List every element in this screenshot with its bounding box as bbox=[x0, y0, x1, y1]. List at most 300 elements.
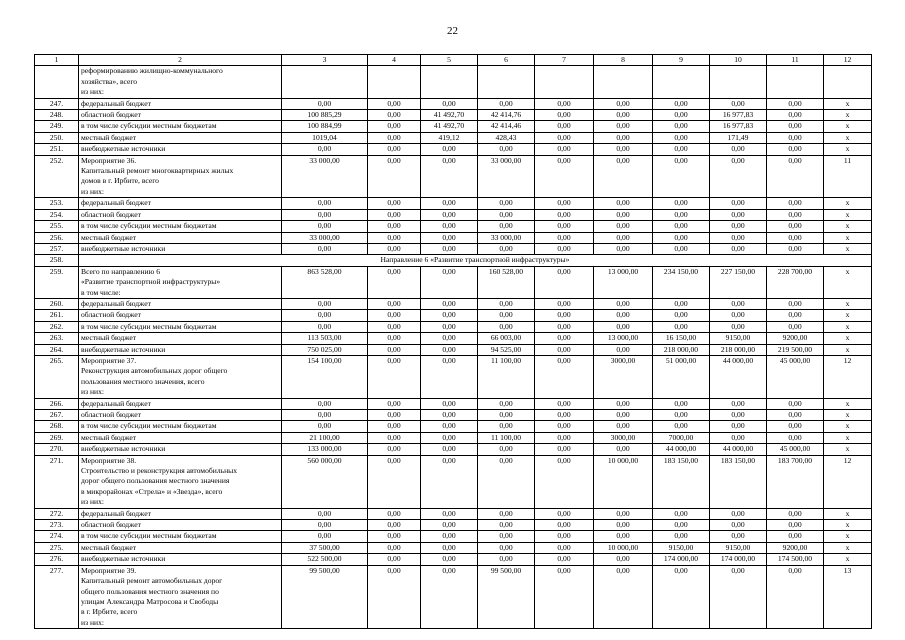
value-cell: 0,00 bbox=[421, 355, 478, 398]
value-cell: 0,00 bbox=[368, 432, 421, 443]
value-cell: 0,00 bbox=[368, 554, 421, 565]
value-cell: 0,00 bbox=[594, 243, 653, 254]
value-cell: 219 500,00 bbox=[767, 344, 824, 355]
value-cell: 0,00 bbox=[594, 565, 653, 628]
value-cell: 0,00 bbox=[594, 198, 653, 209]
row-name: областной бюджет bbox=[79, 110, 282, 121]
table-row bbox=[35, 554, 872, 565]
table-row bbox=[35, 432, 872, 443]
value-cell: 0,00 bbox=[282, 531, 368, 542]
value-cell: 174 500,00 bbox=[767, 554, 824, 565]
value-cell: x bbox=[824, 520, 872, 531]
value-cell: 0,00 bbox=[535, 144, 594, 155]
table-row bbox=[35, 321, 872, 332]
table-row bbox=[35, 421, 872, 432]
value-cell: x bbox=[824, 542, 872, 553]
value-cell: 0,00 bbox=[368, 455, 421, 508]
value-cell: 0,00 bbox=[368, 565, 421, 628]
row-name: местный бюджет bbox=[79, 432, 282, 443]
row-number: 264. bbox=[35, 344, 79, 355]
value-cell: 0,00 bbox=[421, 565, 478, 628]
value-cell: 0,00 bbox=[710, 421, 767, 432]
column-header: 7 bbox=[535, 55, 594, 66]
value-cell: 428,43 bbox=[478, 132, 535, 143]
value-cell: 0,00 bbox=[535, 298, 594, 309]
value-cell: 227 150,00 bbox=[710, 266, 767, 298]
value-cell: 0,00 bbox=[653, 310, 710, 321]
value-cell: 0,00 bbox=[368, 310, 421, 321]
value-cell: 0,00 bbox=[653, 421, 710, 432]
table-row bbox=[35, 542, 872, 553]
value-cell bbox=[478, 66, 535, 98]
value-cell: x bbox=[824, 144, 872, 155]
value-cell: 0,00 bbox=[478, 398, 535, 409]
value-cell: 0,00 bbox=[478, 209, 535, 220]
row-number: 274. bbox=[35, 531, 79, 542]
value-cell: 0,00 bbox=[368, 344, 421, 355]
value-cell: 133 000,00 bbox=[282, 444, 368, 455]
row-name: Мероприятие 39. Капитальный ремонт автомобильных дорог общего пользования местного значения по улицам Александра Матросова и Свободы в г. Ирбите, всего из них: bbox=[79, 565, 282, 628]
value-cell: 0,00 bbox=[767, 421, 824, 432]
value-cell: 0,00 bbox=[368, 542, 421, 553]
value-cell: 0,00 bbox=[767, 310, 824, 321]
value-cell: 16 977,83 bbox=[710, 110, 767, 121]
value-cell: 0,00 bbox=[368, 531, 421, 542]
value-cell: 0,00 bbox=[767, 410, 824, 421]
value-cell: 0,00 bbox=[535, 266, 594, 298]
row-name: федеральный бюджет bbox=[79, 298, 282, 309]
value-cell: 0,00 bbox=[421, 398, 478, 409]
value-cell: 0,00 bbox=[535, 344, 594, 355]
value-cell: 0,00 bbox=[478, 198, 535, 209]
value-cell: 0,00 bbox=[421, 209, 478, 220]
value-cell: 183 150,00 bbox=[710, 455, 767, 508]
table-row bbox=[35, 121, 872, 132]
value-cell: 0,00 bbox=[535, 421, 594, 432]
value-cell: 41 492,70 bbox=[421, 110, 478, 121]
value-cell: 45 000,00 bbox=[767, 444, 824, 455]
value-cell: 0,00 bbox=[535, 221, 594, 232]
value-cell: x bbox=[824, 110, 872, 121]
value-cell: 0,00 bbox=[421, 232, 478, 243]
value-cell: 12 bbox=[824, 355, 872, 398]
value-cell: 0,00 bbox=[710, 243, 767, 254]
value-cell: 0,00 bbox=[710, 98, 767, 109]
value-cell bbox=[368, 66, 421, 98]
table-row bbox=[35, 444, 872, 455]
value-cell: 0,00 bbox=[710, 209, 767, 220]
value-cell: x bbox=[824, 298, 872, 309]
value-cell: 100 885,29 bbox=[282, 110, 368, 121]
value-cell: 0,00 bbox=[653, 132, 710, 143]
value-cell: 750 025,00 bbox=[282, 344, 368, 355]
value-cell: 0,00 bbox=[653, 98, 710, 109]
row-name: местный бюджет bbox=[79, 132, 282, 143]
value-cell: 0,00 bbox=[594, 444, 653, 455]
value-cell bbox=[282, 66, 368, 98]
value-cell: 218 000,00 bbox=[710, 344, 767, 355]
value-cell: 0,00 bbox=[594, 209, 653, 220]
value-cell: 94 525,00 bbox=[478, 344, 535, 355]
value-cell: 0,00 bbox=[594, 110, 653, 121]
value-cell: x bbox=[824, 198, 872, 209]
row-number: 257. bbox=[35, 243, 79, 254]
row-number: 259. bbox=[35, 266, 79, 298]
value-cell: 183 150,00 bbox=[653, 455, 710, 508]
table-row bbox=[35, 410, 872, 421]
row-name: внебюджетные источники bbox=[79, 554, 282, 565]
value-cell: 9150,00 bbox=[653, 542, 710, 553]
value-cell: 0,00 bbox=[767, 243, 824, 254]
row-number: 270. bbox=[35, 444, 79, 455]
row-number: 251. bbox=[35, 144, 79, 155]
value-cell bbox=[594, 66, 653, 98]
value-cell: 0,00 bbox=[653, 144, 710, 155]
value-cell: 12 bbox=[824, 455, 872, 508]
value-cell: 0,00 bbox=[535, 98, 594, 109]
value-cell: 0,00 bbox=[710, 432, 767, 443]
table-row bbox=[35, 243, 872, 254]
row-number bbox=[35, 66, 79, 98]
value-cell: 0,00 bbox=[478, 221, 535, 232]
value-cell: 42 414,46 bbox=[478, 121, 535, 132]
value-cell: 0,00 bbox=[421, 410, 478, 421]
value-cell: 0,00 bbox=[535, 321, 594, 332]
row-number: 269. bbox=[35, 432, 79, 443]
value-cell: 0,00 bbox=[653, 398, 710, 409]
value-cell: 0,00 bbox=[478, 243, 535, 254]
row-number: 268. bbox=[35, 421, 79, 432]
column-header: 1 bbox=[35, 55, 79, 66]
value-cell: 0,00 bbox=[710, 565, 767, 628]
table-row bbox=[35, 508, 872, 519]
value-cell: 0,00 bbox=[767, 432, 824, 443]
value-cell: 9150,00 bbox=[710, 333, 767, 344]
value-cell bbox=[653, 66, 710, 98]
value-cell: 0,00 bbox=[710, 221, 767, 232]
value-cell: 0,00 bbox=[594, 144, 653, 155]
value-cell: 0,00 bbox=[282, 421, 368, 432]
value-cell: 0,00 bbox=[535, 209, 594, 220]
row-number: 275. bbox=[35, 542, 79, 553]
value-cell: 0,00 bbox=[653, 508, 710, 519]
budget-table bbox=[34, 54, 872, 629]
value-cell: 0,00 bbox=[594, 410, 653, 421]
column-header: 11 bbox=[767, 55, 824, 66]
row-name: внебюджетные источники bbox=[79, 243, 282, 254]
value-cell: x bbox=[824, 98, 872, 109]
table-row bbox=[35, 531, 872, 542]
value-cell: 0,00 bbox=[421, 333, 478, 344]
value-cell: 33 000,00 bbox=[282, 155, 368, 198]
value-cell: x bbox=[824, 221, 872, 232]
value-cell: 0,00 bbox=[653, 198, 710, 209]
value-cell: 0,00 bbox=[421, 144, 478, 155]
value-cell: 0,00 bbox=[478, 554, 535, 565]
value-cell: 183 700,00 bbox=[767, 455, 824, 508]
row-number: 271. bbox=[35, 455, 79, 508]
value-cell: 33 000,00 bbox=[478, 232, 535, 243]
value-cell: 0,00 bbox=[368, 410, 421, 421]
value-cell: 0,00 bbox=[653, 298, 710, 309]
value-cell: 0,00 bbox=[535, 198, 594, 209]
value-cell: 0,00 bbox=[710, 155, 767, 198]
value-cell: 11 100,00 bbox=[478, 432, 535, 443]
row-number: 266. bbox=[35, 398, 79, 409]
value-cell: 0,00 bbox=[653, 155, 710, 198]
value-cell: 41 492,70 bbox=[421, 121, 478, 132]
value-cell: 0,00 bbox=[535, 542, 594, 553]
row-number: 255. bbox=[35, 221, 79, 232]
table-row bbox=[35, 98, 872, 109]
value-cell: 0,00 bbox=[368, 121, 421, 132]
value-cell: 0,00 bbox=[653, 221, 710, 232]
section-heading: Направление 6 «Развитие транспортной инфраструктуры» bbox=[79, 255, 872, 266]
value-cell: 0,00 bbox=[368, 132, 421, 143]
value-cell: 0,00 bbox=[594, 98, 653, 109]
value-cell: 0,00 bbox=[594, 344, 653, 355]
row-name: в том числе субсидии местным бюджетам bbox=[79, 421, 282, 432]
value-cell bbox=[824, 66, 872, 98]
row-number: 262. bbox=[35, 321, 79, 332]
row-name: в том числе субсидии местным бюджетам bbox=[79, 121, 282, 132]
value-cell: 0,00 bbox=[767, 144, 824, 155]
value-cell: x bbox=[824, 444, 872, 455]
row-name: областной бюджет bbox=[79, 310, 282, 321]
value-cell: 33 000,00 bbox=[282, 232, 368, 243]
value-cell: 42 414,76 bbox=[478, 110, 535, 121]
value-cell: 0,00 bbox=[421, 421, 478, 432]
value-cell: 0,00 bbox=[478, 98, 535, 109]
value-cell: 0,00 bbox=[421, 554, 478, 565]
value-cell: 0,00 bbox=[767, 232, 824, 243]
value-cell: 0,00 bbox=[535, 455, 594, 508]
row-name: областной бюджет bbox=[79, 410, 282, 421]
row-number: 252. bbox=[35, 155, 79, 198]
value-cell: 0,00 bbox=[535, 243, 594, 254]
value-cell: 0,00 bbox=[594, 232, 653, 243]
column-header: 8 bbox=[594, 55, 653, 66]
value-cell: 0,00 bbox=[653, 531, 710, 542]
value-cell: 0,00 bbox=[767, 565, 824, 628]
value-cell: 0,00 bbox=[282, 298, 368, 309]
value-cell: 419,12 bbox=[421, 132, 478, 143]
value-cell: 44 000,00 bbox=[710, 355, 767, 398]
row-number: 254. bbox=[35, 209, 79, 220]
value-cell: 0,00 bbox=[767, 298, 824, 309]
table-header-row bbox=[35, 55, 872, 66]
value-cell: 0,00 bbox=[535, 520, 594, 531]
value-cell: 0,00 bbox=[478, 542, 535, 553]
value-cell: 0,00 bbox=[710, 410, 767, 421]
value-cell: x bbox=[824, 333, 872, 344]
row-name: местный бюджет bbox=[79, 232, 282, 243]
table-row bbox=[35, 455, 872, 508]
value-cell: 0,00 bbox=[368, 209, 421, 220]
value-cell: 0,00 bbox=[421, 243, 478, 254]
value-cell: 0,00 bbox=[594, 121, 653, 132]
value-cell: 0,00 bbox=[653, 110, 710, 121]
value-cell: 174 000,00 bbox=[710, 554, 767, 565]
value-cell: 0,00 bbox=[594, 398, 653, 409]
value-cell: 21 100,00 bbox=[282, 432, 368, 443]
value-cell: 0,00 bbox=[710, 520, 767, 531]
value-cell: 0,00 bbox=[535, 333, 594, 344]
value-cell: x bbox=[824, 344, 872, 355]
table-row bbox=[35, 209, 872, 220]
row-name: местный бюджет bbox=[79, 542, 282, 553]
row-name: в том числе субсидии местным бюджетам bbox=[79, 321, 282, 332]
value-cell: x bbox=[824, 398, 872, 409]
value-cell: 0,00 bbox=[368, 266, 421, 298]
value-cell: 0,00 bbox=[282, 243, 368, 254]
value-cell: 0,00 bbox=[710, 144, 767, 155]
row-name: областной бюджет bbox=[79, 520, 282, 531]
value-cell: 0,00 bbox=[282, 221, 368, 232]
value-cell: x bbox=[824, 243, 872, 254]
value-cell: 0,00 bbox=[368, 321, 421, 332]
value-cell: 44 000,00 bbox=[653, 444, 710, 455]
row-number: 249. bbox=[35, 121, 79, 132]
value-cell: 0,00 bbox=[478, 520, 535, 531]
row-number: 256. bbox=[35, 232, 79, 243]
value-cell: 13 000,00 bbox=[594, 333, 653, 344]
value-cell: 0,00 bbox=[594, 321, 653, 332]
value-cell: 0,00 bbox=[478, 508, 535, 519]
value-cell: 1019,04 bbox=[282, 132, 368, 143]
value-cell: 0,00 bbox=[594, 421, 653, 432]
table-row bbox=[35, 344, 872, 355]
value-cell: 44 000,00 bbox=[710, 444, 767, 455]
row-number: 261. bbox=[35, 310, 79, 321]
table-row bbox=[35, 298, 872, 309]
value-cell: 0,00 bbox=[421, 344, 478, 355]
column-header: 2 bbox=[79, 55, 282, 66]
value-cell: 0,00 bbox=[421, 531, 478, 542]
value-cell: x bbox=[824, 266, 872, 298]
value-cell: x bbox=[824, 310, 872, 321]
value-cell: 0,00 bbox=[710, 198, 767, 209]
value-cell: 0,00 bbox=[535, 565, 594, 628]
value-cell: 0,00 bbox=[368, 198, 421, 209]
value-cell: 100 884,99 bbox=[282, 121, 368, 132]
value-cell: 0,00 bbox=[767, 531, 824, 542]
value-cell: 863 528,00 bbox=[282, 266, 368, 298]
value-cell: 0,00 bbox=[282, 98, 368, 109]
value-cell: 0,00 bbox=[535, 531, 594, 542]
value-cell: 0,00 bbox=[368, 355, 421, 398]
value-cell: 0,00 bbox=[478, 310, 535, 321]
row-name: федеральный бюджет bbox=[79, 508, 282, 519]
value-cell: 11 100,00 bbox=[478, 355, 535, 398]
value-cell: 0,00 bbox=[535, 432, 594, 443]
row-name: Мероприятие 38. Строительство и реконструкция автомобильных дорог общего пользования местного значения в микрорайонах «Стрела» и «Звезда», всего из них: bbox=[79, 455, 282, 508]
row-name: Мероприятие 36. Капитальный ремонт многоквартирных жилых домов в г. Ирбите, всего из них: bbox=[79, 155, 282, 198]
value-cell: 45 000,00 bbox=[767, 355, 824, 398]
value-cell: 0,00 bbox=[767, 110, 824, 121]
row-name: в том числе субсидии местным бюджетам bbox=[79, 531, 282, 542]
value-cell: 234 150,00 bbox=[653, 266, 710, 298]
row-name: федеральный бюджет bbox=[79, 198, 282, 209]
value-cell: 0,00 bbox=[767, 155, 824, 198]
value-cell: 11 bbox=[824, 155, 872, 198]
value-cell: 0,00 bbox=[282, 198, 368, 209]
value-cell: 171,49 bbox=[710, 132, 767, 143]
value-cell: 0,00 bbox=[767, 209, 824, 220]
value-cell: 0,00 bbox=[594, 520, 653, 531]
value-cell: 13 000,00 bbox=[594, 266, 653, 298]
value-cell: 0,00 bbox=[368, 110, 421, 121]
value-cell: x bbox=[824, 554, 872, 565]
value-cell: 0,00 bbox=[421, 298, 478, 309]
value-cell: 0,00 bbox=[767, 321, 824, 332]
value-cell: 0,00 bbox=[368, 232, 421, 243]
value-cell: 0,00 bbox=[767, 132, 824, 143]
row-number: 260. bbox=[35, 298, 79, 309]
table-row bbox=[35, 221, 872, 232]
value-cell: 0,00 bbox=[710, 398, 767, 409]
value-cell: 218 000,00 bbox=[653, 344, 710, 355]
value-cell: 0,00 bbox=[535, 132, 594, 143]
value-cell: 560 000,00 bbox=[282, 455, 368, 508]
value-cell: 0,00 bbox=[421, 508, 478, 519]
column-header: 10 bbox=[710, 55, 767, 66]
value-cell: 0,00 bbox=[421, 266, 478, 298]
value-cell: 0,00 bbox=[368, 298, 421, 309]
table-row bbox=[35, 110, 872, 121]
value-cell: x bbox=[824, 508, 872, 519]
value-cell: 9150,00 bbox=[710, 542, 767, 553]
value-cell: 0,00 bbox=[478, 531, 535, 542]
value-cell: 0,00 bbox=[653, 232, 710, 243]
value-cell: 0,00 bbox=[653, 565, 710, 628]
value-cell: 13 bbox=[824, 565, 872, 628]
column-header: 5 bbox=[421, 55, 478, 66]
table-row bbox=[35, 132, 872, 143]
value-cell: x bbox=[824, 410, 872, 421]
value-cell: 0,00 bbox=[710, 310, 767, 321]
column-header: 6 bbox=[478, 55, 535, 66]
row-number: 273. bbox=[35, 520, 79, 531]
value-cell: 0,00 bbox=[594, 508, 653, 519]
value-cell: 3000,00 bbox=[594, 432, 653, 443]
value-cell: 0,00 bbox=[710, 321, 767, 332]
value-cell: 0,00 bbox=[282, 508, 368, 519]
row-name: внебюджетные источники bbox=[79, 344, 282, 355]
column-header: 3 bbox=[282, 55, 368, 66]
value-cell: 154 100,00 bbox=[282, 355, 368, 398]
value-cell: 0,00 bbox=[767, 198, 824, 209]
value-cell: 0,00 bbox=[594, 554, 653, 565]
row-number: 253. bbox=[35, 198, 79, 209]
value-cell: 0,00 bbox=[282, 520, 368, 531]
value-cell: 0,00 bbox=[710, 232, 767, 243]
row-name: внебюджетные источники bbox=[79, 444, 282, 455]
value-cell: 0,00 bbox=[535, 398, 594, 409]
row-number: 258. bbox=[35, 255, 79, 266]
value-cell: 0,00 bbox=[535, 444, 594, 455]
value-cell: 0,00 bbox=[594, 298, 653, 309]
value-cell: 9200,00 bbox=[767, 333, 824, 344]
row-name: федеральный бюджет bbox=[79, 98, 282, 109]
table-row bbox=[35, 310, 872, 321]
value-cell: 0,00 bbox=[710, 298, 767, 309]
value-cell: 0,00 bbox=[594, 132, 653, 143]
value-cell: 51 000,00 bbox=[653, 355, 710, 398]
value-cell bbox=[535, 66, 594, 98]
value-cell: 0,00 bbox=[594, 221, 653, 232]
value-cell: 0,00 bbox=[767, 98, 824, 109]
